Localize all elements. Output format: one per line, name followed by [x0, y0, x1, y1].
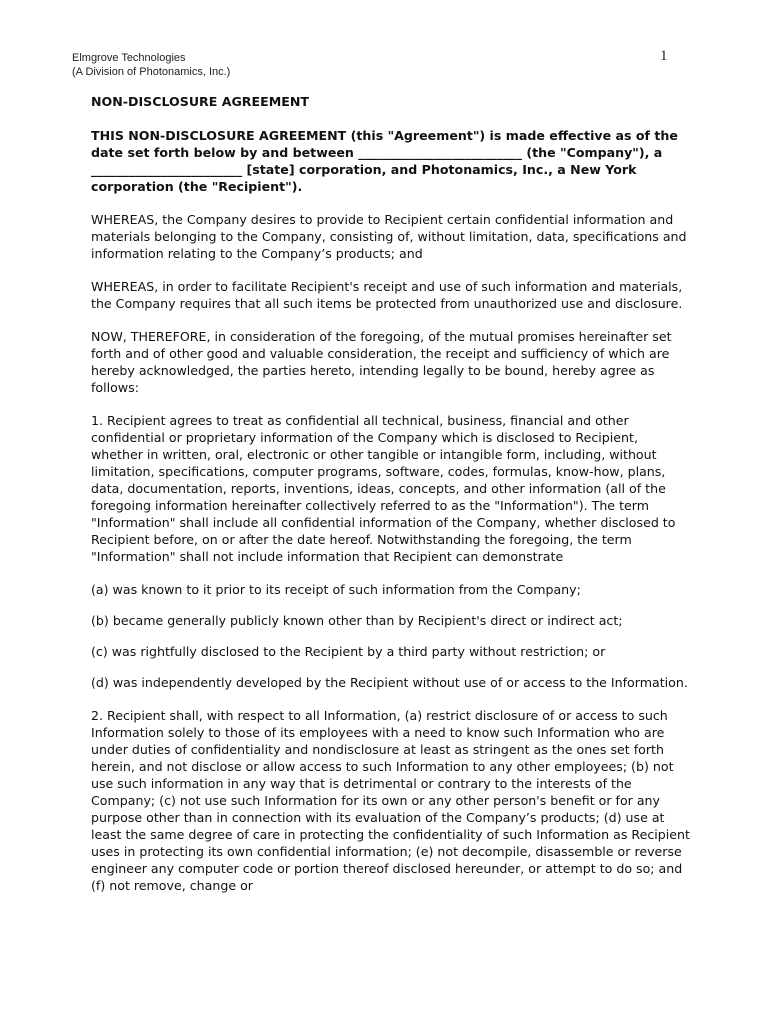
company-name: Elmgrove Technologies: [72, 52, 186, 64]
section-2-paragraph: 2. Recipient shall, with respect to all Information, (a) restrict disclosure of or access to such Information solely to those of its employees with a need to know such Information who are under duties of confidentiality and nondisclosure at least as stringent as the ones set forth herein, and not disclose or allow access to such Information to any other employees; (b) not use such information in any way that is detrimental or contrary to the interests of the Company; (c) not use such Information for its own or any other person's benefit or for any purpose other than in connection with its evaluation of the Company’s products; (d) use at least the same degree of care in protecting the confidentiality of such Information as Recipient uses in protecting its own confidential information; (e) not decompile, disassemble or reverse engineer any computer code or portion thereof disclosed hereunder, or attempt to do so; and (f) not remove, change or: [91, 708, 690, 893]
agreement-body: [91, 93, 691, 910]
page-number: 1: [660, 48, 668, 64]
exception-item-d: (d) was independently developed by the Recipient without use of or access to the Information.: [91, 675, 688, 690]
division-name: (A Division of Photonamics, Inc.): [72, 66, 231, 78]
document-header: [72, 51, 230, 79]
exception-item-c: (c) was rightfully disclosed to the Recipient by a third party without restriction; or: [91, 644, 606, 659]
whereas-paragraph-2: WHEREAS, in order to facilitate Recipient's receipt and use of such information and materials, the Company requires that all such items be protected from unauthorized use and disclosure.: [91, 279, 683, 311]
exception-item-b: (b) became generally publicly known other than by Recipient's direct or indirect act;: [91, 613, 623, 628]
now-therefore-paragraph: NOW, THEREFORE, in consideration of the foregoing, of the mutual promises hereinafter set forth and of other good and valuable consideration, the receipt and sufficiency of which are hereby acknowledged, the parties hereto, intending legally to be bound, hereby agree as follows:: [91, 329, 672, 395]
document-title: NON-DISCLOSURE AGREEMENT: [91, 94, 309, 109]
section-1-paragraph: 1. Recipient agrees to treat as confidential all technical, business, financial and other confidential or proprietary information of the Company which is disclosed to Recipient, whether in written, oral, electronic or other tangible or intangible form, including, without limitation, specifications, computer programs, software, codes, formulas, know-how, plans, data, documentation, reports, inventions, ideas, concepts, and other information (all of the foregoing information hereinafter collectively referred to as the "Information"). The term "Information" shall include all confidential information of the Company, whether disclosed to Recipient before, on or after the date hereof. Notwithstanding the foregoing, the term "Information" shall not include information that Recipient can demonstrate: [91, 413, 676, 564]
intro-paragraph: THIS NON-DISCLOSURE AGREEMENT (this "Agreement") is made effective as of the date set forth below by and between __________________________ (the "Company"), a ________________________ [state] corporation, and Photonamics, Inc., a New York corporation (the "Recipient").: [91, 128, 678, 194]
whereas-paragraph-1: WHEREAS, the Company desires to provide to Recipient certain confidential information and materials belonging to the Company, consisting of, without limitation, data, specifications and information relating to the Company’s products; and: [91, 212, 687, 261]
exception-item-a: (a) was known to it prior to its receipt of such information from the Company;: [91, 582, 581, 597]
